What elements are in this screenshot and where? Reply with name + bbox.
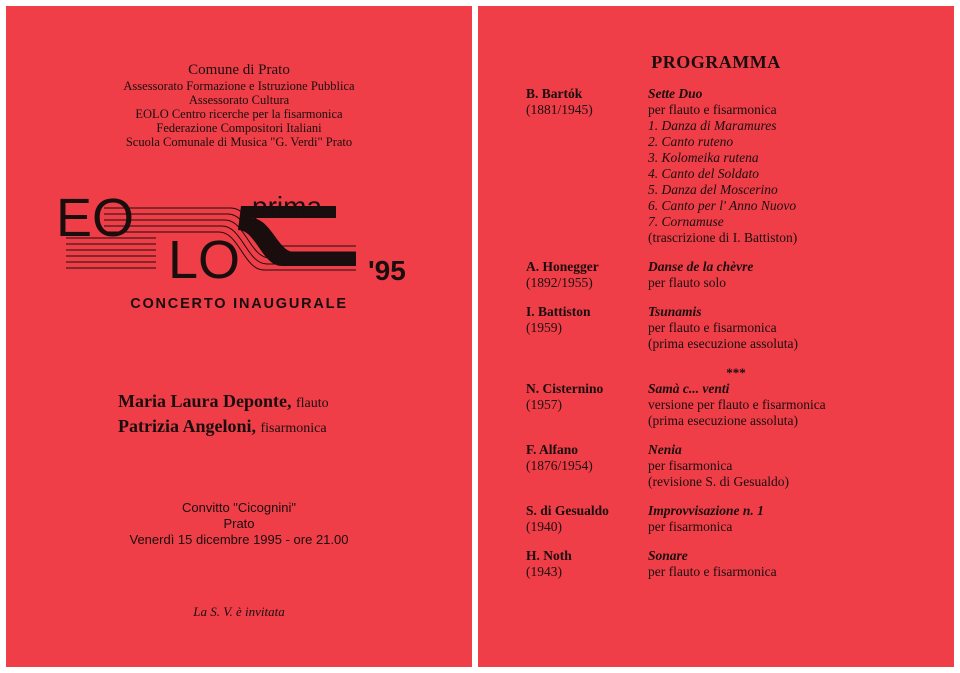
programme-list: [526, 86, 946, 580]
programme-entry: [526, 259, 946, 291]
work-title: Nenia: [648, 442, 682, 457]
performer-name: Patrizia Angeloni,: [118, 416, 256, 436]
composer-name: I. Battiston: [526, 304, 591, 319]
logo-eo: EO: [56, 188, 135, 248]
programme-title: PROGRAMMA: [651, 52, 781, 72]
composer-years: (1876/1954): [526, 458, 593, 473]
organizers-block: [6, 62, 472, 149]
work-movement: 7. Cornamuse: [648, 214, 724, 229]
composer-name: A. Honegger: [526, 259, 599, 274]
composer-name: B. Bartók: [526, 86, 583, 101]
work-detail: per fisarmonica: [648, 519, 733, 534]
work-title: Danse de la chèvre: [648, 259, 754, 274]
work-detail: per flauto e fisarmonica: [648, 564, 777, 579]
performer-name: Maria Laura Deponte,: [118, 391, 292, 411]
performer: [118, 415, 329, 440]
logo-year: '95: [368, 255, 406, 286]
organizer-line: Comune di Prato: [188, 62, 290, 78]
performer-instrument: flauto: [295, 396, 329, 411]
work-block: [648, 548, 777, 580]
work-block: [648, 381, 826, 429]
composer-years: (1881/1945): [526, 102, 593, 117]
composer-years: (1957): [526, 397, 562, 412]
section-separator: ***: [726, 365, 746, 380]
composer-block: [526, 442, 648, 490]
invitation-text: La S. V. è invitata: [193, 604, 285, 619]
work-detail: (revisione S. di Gesualdo): [648, 474, 789, 489]
organizer-line: EOLO Centro ricerche per la fisarmonica: [135, 107, 343, 121]
venue-block: [6, 500, 472, 548]
composer-name: N. Cisternino: [526, 381, 604, 396]
programme-entry: [526, 442, 946, 490]
composer-block: [526, 548, 648, 580]
work-block: [648, 304, 798, 352]
composer-block: [526, 86, 648, 246]
work-movement: 4. Canto del Soldato: [648, 166, 759, 181]
work-title: Samà c... venti: [648, 381, 730, 396]
programme-entry: [526, 503, 946, 535]
work-title: Sonare: [648, 548, 688, 563]
work-detail: (prima esecuzione assoluta): [648, 413, 798, 428]
composer-name: F. Alfano: [526, 442, 579, 457]
work-movement: 3. Kolomeika rutena: [648, 150, 759, 165]
work-detail: (prima esecuzione assoluta): [648, 336, 798, 351]
work-detail: per fisarmonica: [648, 458, 733, 473]
work-title: Tsunamis: [648, 304, 702, 319]
organizer-line: Assessorato Cultura: [188, 93, 290, 107]
work-movement: 1. Danza di Maramures: [648, 118, 777, 133]
composer-years: (1940): [526, 519, 562, 534]
venue-city: Prato: [223, 516, 255, 531]
work-block: [648, 259, 753, 291]
concert-subtitle: CONCERTO INAUGURALE: [130, 296, 348, 312]
composer-years: (1892/1955): [526, 275, 593, 290]
work-detail: per flauto e fisarmonica: [648, 102, 777, 117]
programme-entry: [526, 381, 946, 429]
front-cover: [6, 6, 472, 667]
composer-block: [526, 304, 648, 352]
composer-name: H. Noth: [526, 548, 572, 563]
performer-instrument: fisarmonica: [260, 421, 327, 436]
work-note: (trascrizione di I. Battiston): [648, 230, 798, 245]
venue-name: Convitto "Cicognini": [181, 500, 296, 515]
work-title: Sette Duo: [648, 86, 703, 101]
organizer-line: Assessorato Formazione e Istruzione Pubblica: [123, 79, 355, 93]
performers-block: [118, 390, 329, 440]
work-movement: 5. Danza del Moscerino: [648, 182, 778, 197]
composer-block: [526, 503, 648, 535]
work-block: [648, 86, 797, 246]
composer-block: [526, 381, 648, 429]
eolo-prima-logo: [56, 186, 426, 286]
programme-entry: [526, 304, 946, 352]
performer: [118, 390, 329, 415]
work-block: [648, 503, 764, 535]
work-detail: per flauto e fisarmonica: [648, 320, 777, 335]
composer-years: (1959): [526, 320, 562, 335]
work-detail: versione per flauto e fisarmonica: [648, 397, 826, 412]
logo-prima: prima: [252, 191, 323, 222]
programme-page: [478, 6, 954, 667]
work-title: Improvvisazione n. 1: [648, 503, 764, 518]
venue-datetime: Venerdì 15 dicembre 1995 - ore 21.00: [129, 532, 349, 547]
logo-lo: LO: [168, 230, 241, 286]
composer-block: [526, 259, 648, 291]
work-block: [648, 442, 789, 490]
composer-years: (1943): [526, 564, 562, 579]
work-movement: 2. Canto ruteno: [648, 134, 734, 149]
work-detail: per flauto solo: [648, 275, 726, 290]
organizer-line: Federazione Compositori Italiani: [156, 121, 322, 135]
composer-name: S. di Gesualdo: [526, 503, 609, 518]
organizer-line: Scuola Comunale di Musica "G. Verdi" Prato: [125, 135, 353, 149]
work-movement: 6. Canto per l' Anno Nuovo: [648, 198, 797, 213]
programme-entry: [526, 548, 946, 580]
programme-entry: [526, 86, 946, 246]
